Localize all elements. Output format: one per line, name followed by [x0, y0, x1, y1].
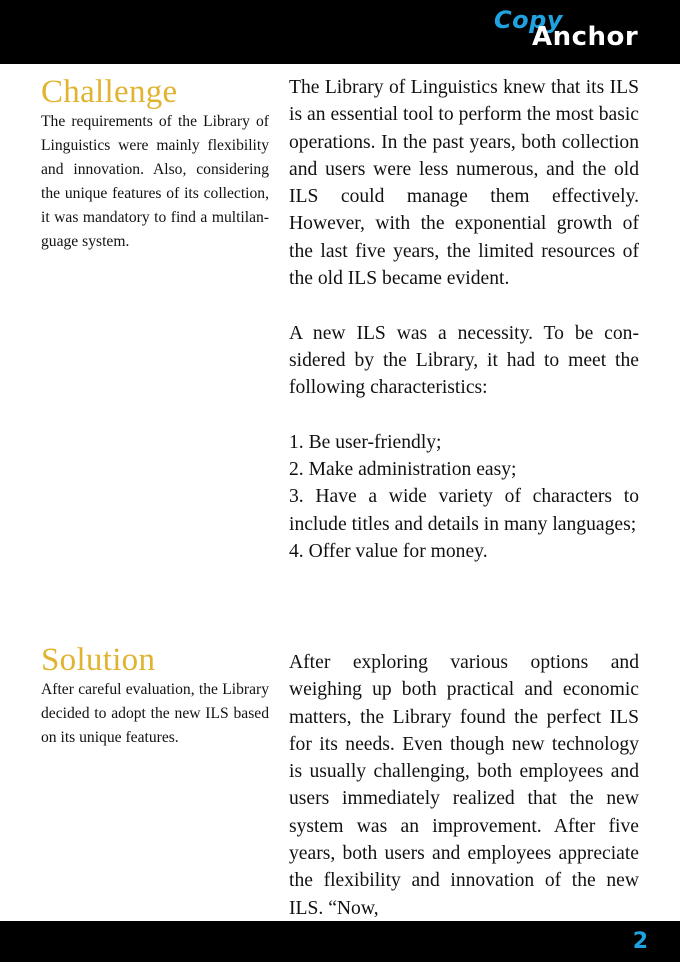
copyanchor-logo	[486, 6, 656, 58]
challenge-summary: The requirements of the Library of Linguistics were mainly flexibility and innovation. Also, considering the unique features of its collection, it was mandatory to find a multilanguage system.	[41, 113, 269, 250]
solution-paragraph: After exploring various options and weighing up both practical and economic matters, the Library found the perfect ILS for its needs. Even though new technology is usually challenging, both employees and users immediately realized that the new system was an improvement. After five years, both users and employees appreciate the flexibility and innovation of the new ILS. “Now,	[289, 652, 639, 919]
logo-anchor-text: Anchor	[532, 22, 639, 52]
list-item: 3. Have a wide variety of characters to include titles and details in many languages;	[289, 486, 639, 535]
list-item: 4. Offer value for money.	[289, 541, 488, 563]
solution-heading: Solution	[41, 642, 156, 678]
solution-sidebar	[41, 642, 269, 750]
challenge-paragraph-1: The Library of Linguistics knew that its ILS is an essential tool to perform the most basic operations. In the past years, both collection and users were less numerous, and the old ILS could manage them effectively. However, with the exponential growth of the last five years, the limited resources of the old ILS became evident.	[289, 77, 639, 290]
logo-copy-text: Copy	[494, 6, 563, 34]
page-number: 2	[632, 929, 648, 954]
list-item: 1. Be user-friendly;	[289, 431, 442, 453]
header-bar	[0, 0, 680, 64]
challenge-paragraph-2: A new ILS was a necessity. To be considered by the Library, it had to meet the following characteristics:	[289, 322, 639, 399]
footer-bar	[0, 921, 680, 962]
solution-summary: After careful evaluation, the Library decided to adopt the new ILS based on its unique features.	[41, 681, 269, 746]
requirements-list	[289, 429, 639, 565]
solution-body	[289, 649, 639, 922]
challenge-heading: Challenge	[41, 74, 178, 110]
challenge-body	[289, 74, 639, 565]
list-item: 2. Make administration easy;	[289, 459, 517, 481]
challenge-sidebar	[41, 74, 269, 254]
